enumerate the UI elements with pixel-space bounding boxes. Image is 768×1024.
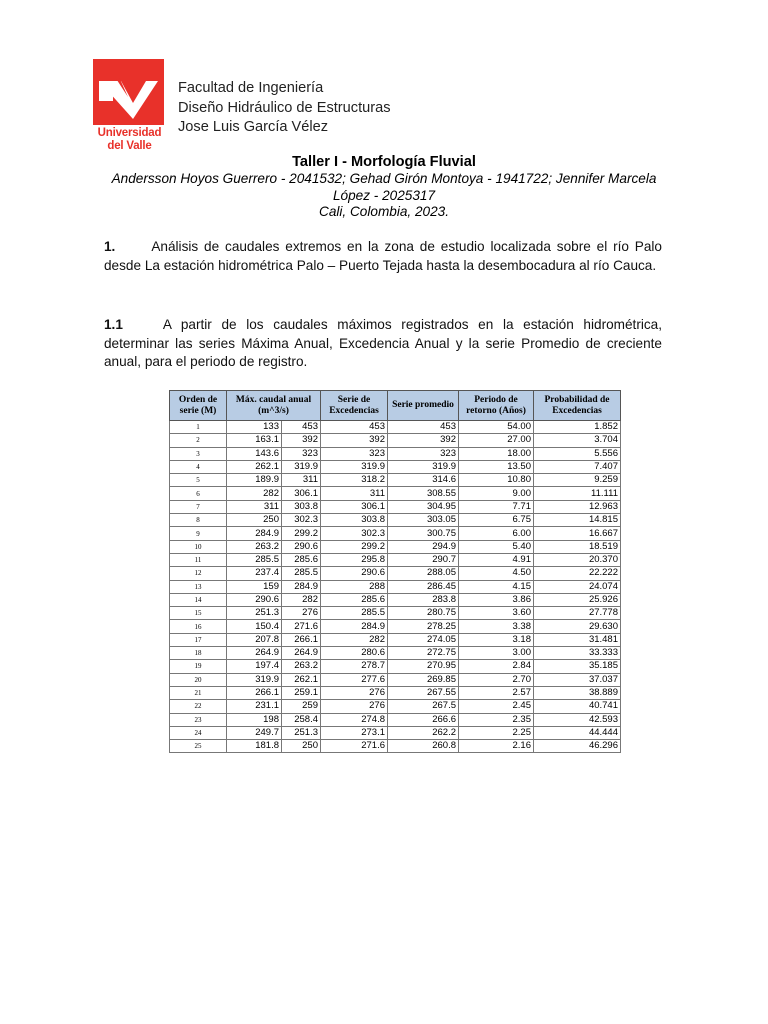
table-cell: 250 [282,740,321,753]
table-cell: 3.38 [459,620,534,633]
table-cell: 290.7 [388,553,459,566]
table-cell: 20.370 [534,553,621,566]
table-cell: 3.60 [459,607,534,620]
table-cell: 3.86 [459,593,534,606]
table-cell: 284.9 [227,527,282,540]
table-cell: 1 [170,421,227,434]
table-row [170,647,621,660]
header-average-series: Serie promedio [388,391,459,421]
table-row [170,474,621,487]
table-cell: 286.45 [388,580,459,593]
table-cell: 3.18 [459,633,534,646]
table-cell: 2.35 [459,713,534,726]
section-1-text: Análisis de caudales extremos en la zona de estudio localizada sobre el río Palo desde La estación hidrométrica Palo – Puerto Tejada hasta la desembocadura al río Cauca. [104,239,662,273]
table-cell: 319.9 [321,460,388,473]
table-cell: 276 [321,700,388,713]
table-cell: 231.1 [227,700,282,713]
table-cell: 181.8 [227,740,282,753]
table-cell: 6.00 [459,527,534,540]
table-cell: 4.50 [459,567,534,580]
table-cell: 303.05 [388,514,459,527]
table-cell: 54.00 [459,421,534,434]
table-cell: 285.5 [227,553,282,566]
table-cell: 27.00 [459,434,534,447]
table-cell: 272.75 [388,647,459,660]
table-cell: 284.9 [282,580,321,593]
table-cell: 300.75 [388,527,459,540]
table-row [170,514,621,527]
table-row [170,633,621,646]
table-cell: 277.6 [321,673,388,686]
table-cell: 453 [388,421,459,434]
header-professor: Jose Luis García Vélez [178,119,329,135]
table-cell: 285.5 [321,607,388,620]
table-cell: 150.4 [227,620,282,633]
table-cell: 207.8 [227,633,282,646]
table-cell: 319.9 [388,460,459,473]
table-cell: 251.3 [282,726,321,739]
authors-line2: López - 2025317 [332,187,436,203]
header-exceedance-probability: Probabilidad de Excedencias [534,391,621,421]
table-cell: 189.9 [227,474,282,487]
table-cell: 302.3 [321,527,388,540]
table-cell: 249.7 [227,726,282,739]
table-cell: 392 [282,434,321,447]
section-1-1-number: 1.1 [104,317,123,332]
table-cell: 258.4 [282,713,321,726]
table-cell: 290.6 [321,567,388,580]
table-row [170,434,621,447]
table-cell: 392 [321,434,388,447]
table-row [170,726,621,739]
table-cell: 24.074 [534,580,621,593]
table-cell: 288.05 [388,567,459,580]
header-order: Orden de serie (M) [170,391,227,421]
table-cell: 290.6 [227,593,282,606]
table-cell: 29.630 [534,620,621,633]
table-cell: 299.2 [321,540,388,553]
table-cell: 24 [170,726,227,739]
table-cell: 18.519 [534,540,621,553]
table-cell: 323 [388,447,459,460]
table-cell: 237.4 [227,567,282,580]
table-cell: 271.6 [282,620,321,633]
table-cell: 9 [170,527,227,540]
table-cell: 12.963 [534,500,621,513]
table-cell: 323 [321,447,388,460]
table-cell: 251.3 [227,607,282,620]
table-cell: 10 [170,540,227,553]
section-1-number: 1. [104,239,116,254]
table-cell: 299.2 [282,527,321,540]
table-cell: 262.2 [388,726,459,739]
header-course: Diseño Hidráulico de Estructuras [178,99,391,116]
table-cell: 12 [170,567,227,580]
table-cell: 2.57 [459,686,534,699]
table-cell: 308.55 [388,487,459,500]
table-cell: 18.00 [459,447,534,460]
table-cell: 276 [321,686,388,699]
table-row [170,580,621,593]
table-row [170,686,621,699]
table-row [170,593,621,606]
table-cell: 2 [170,434,227,447]
table-cell: 280.75 [388,607,459,620]
table-cell: 15 [170,607,227,620]
table-cell: 282 [227,487,282,500]
table-cell: 16 [170,620,227,633]
table-cell: 4.15 [459,580,534,593]
table-cell: 274.8 [321,713,388,726]
table-cell: 5.40 [459,540,534,553]
table-cell: 2.25 [459,726,534,739]
table-cell: 302.3 [282,514,321,527]
table-cell: 20 [170,673,227,686]
table-row [170,447,621,460]
table-row [170,421,621,434]
flow-data-table [169,390,621,753]
table-cell: 267.55 [388,686,459,699]
table-cell: 304.95 [388,500,459,513]
authors-block [100,171,668,221]
table-cell: 269.85 [388,673,459,686]
table-cell: 264.9 [227,647,282,660]
table-cell: 285.6 [282,553,321,566]
table-cell: 14 [170,593,227,606]
table-cell: 14.815 [534,514,621,527]
authors-place: Cali, Colombia, 2023. [319,204,449,219]
table-cell: 7.71 [459,500,534,513]
table-row [170,460,621,473]
table-cell: 17 [170,633,227,646]
table-cell: 159 [227,580,282,593]
table-cell: 18 [170,647,227,660]
table-cell: 295.8 [321,553,388,566]
table-cell: 11 [170,553,227,566]
table-cell: 314.6 [388,474,459,487]
logo-line1: Universidad [97,127,162,139]
table-row [170,500,621,513]
table-cell: 306.1 [321,500,388,513]
table-cell: 294.9 [388,540,459,553]
table-cell: 278.25 [388,620,459,633]
table-cell: 197.4 [227,660,282,673]
table-cell: 21 [170,686,227,699]
table-cell: 7.407 [534,460,621,473]
table-cell: 38.889 [534,686,621,699]
table-row [170,700,621,713]
table-cell: 259.1 [282,686,321,699]
table-cell: 303.8 [282,500,321,513]
table-cell: 16.667 [534,527,621,540]
table-cell: 283.8 [388,593,459,606]
table-row [170,567,621,580]
table-cell: 282 [321,633,388,646]
table-cell: 143.6 [227,447,282,460]
table-cell: 260.8 [388,740,459,753]
section-1-1-text: A partir de los caudales máximos registrados en la estación hidrométrica, determinar las series Máxima Anual, Excedencia Anual y la serie Promedio de creciente anual, para el periodo de registro. [104,317,662,369]
table-cell: 274.05 [388,633,459,646]
table-cell: 311 [227,500,282,513]
logo-text [93,127,166,153]
table-cell: 263.2 [227,540,282,553]
table-cell: 1.852 [534,421,621,434]
table-cell: 284.9 [321,620,388,633]
table-cell: 10.80 [459,474,534,487]
table-cell: 3 [170,447,227,460]
table-cell: 2.45 [459,700,534,713]
header-faculty: Facultad de Ingeniería [178,80,324,96]
table-cell: 262.1 [282,673,321,686]
table-cell: 311 [321,487,388,500]
table-cell: 35.185 [534,660,621,673]
table-cell: 266.1 [227,686,282,699]
table-cell: 259 [282,700,321,713]
table-row [170,553,621,566]
table-cell: 392 [388,434,459,447]
table-cell: 27.778 [534,607,621,620]
table-cell: 13.50 [459,460,534,473]
table-row [170,620,621,633]
logo-line2: del Valle [107,140,152,152]
table-cell: 2.70 [459,673,534,686]
table-cell: 303.8 [321,514,388,527]
table-cell: 22 [170,700,227,713]
table-cell: 13 [170,580,227,593]
header-exceedance-series: Serie de Excedencias [321,391,388,421]
table-row [170,607,621,620]
table-cell: 46.296 [534,740,621,753]
table-cell: 2.84 [459,660,534,673]
table-cell: 319.9 [227,673,282,686]
table-cell: 273.1 [321,726,388,739]
table-cell: 4.91 [459,553,534,566]
table-cell: 271.6 [321,740,388,753]
table-cell: 266.1 [282,633,321,646]
table-row [170,660,621,673]
table-cell: 311 [282,474,321,487]
document-header [178,79,391,138]
table-cell: 285.6 [321,593,388,606]
table-cell: 323 [282,447,321,460]
table-row [170,527,621,540]
table-cell: 6 [170,487,227,500]
table-cell: 453 [321,421,388,434]
table-cell: 40.741 [534,700,621,713]
authors-line1: Andersson Hoyos Guerrero - 2041532; Gehad Girón Montoya - 1941722; Jennifer Marcela [111,171,657,186]
table-header-row [170,391,621,421]
table-cell: 278.7 [321,660,388,673]
table-cell: 5.556 [534,447,621,460]
table-cell: 22.222 [534,567,621,580]
table-cell: 318.2 [321,474,388,487]
table-cell: 19 [170,660,227,673]
table-cell: 319.9 [282,460,321,473]
table-cell: 37.037 [534,673,621,686]
table-cell: 9.00 [459,487,534,500]
table-row [170,540,621,553]
table-cell: 163.1 [227,434,282,447]
table-cell: 25 [170,740,227,753]
table-row [170,713,621,726]
table-cell: 3.00 [459,647,534,660]
header-max-flow: Máx. caudal anual (m^3/s) [227,391,321,421]
table-cell: 33.333 [534,647,621,660]
table-cell: 453 [282,421,321,434]
table-cell: 31.481 [534,633,621,646]
section-1-paragraph [104,238,662,275]
table-cell: 263.2 [282,660,321,673]
table-cell: 280.6 [321,647,388,660]
table-row [170,740,621,753]
table-cell: 267.5 [388,700,459,713]
table-cell: 11.111 [534,487,621,500]
section-1-1-paragraph [104,316,662,372]
logo-emblem [93,59,164,125]
table-cell: 282 [282,593,321,606]
table-cell: 3.704 [534,434,621,447]
table-cell: 133 [227,421,282,434]
table-cell: 9.259 [534,474,621,487]
table-cell: 276 [282,607,321,620]
table-row [170,673,621,686]
table-cell: 250 [227,514,282,527]
table-cell: 8 [170,514,227,527]
table-cell: 7 [170,500,227,513]
table-cell: 262.1 [227,460,282,473]
table-cell: 290.6 [282,540,321,553]
table-cell: 285.5 [282,567,321,580]
table-cell: 2.16 [459,740,534,753]
header-return-period: Periodo de retorno (Años) [459,391,534,421]
table-cell: 25.926 [534,593,621,606]
table-cell: 6.75 [459,514,534,527]
table-cell: 5 [170,474,227,487]
document-title: Taller I - Morfología Fluvial [292,154,476,170]
table-cell: 42.593 [534,713,621,726]
table-cell: 44.444 [534,726,621,739]
table-cell: 264.9 [282,647,321,660]
table-cell: 306.1 [282,487,321,500]
table-cell: 4 [170,460,227,473]
table-cell: 266.6 [388,713,459,726]
table-cell: 288 [321,580,388,593]
table-cell: 198 [227,713,282,726]
table-body [170,421,621,753]
table-cell: 23 [170,713,227,726]
table-row [170,487,621,500]
table-cell: 270.95 [388,660,459,673]
